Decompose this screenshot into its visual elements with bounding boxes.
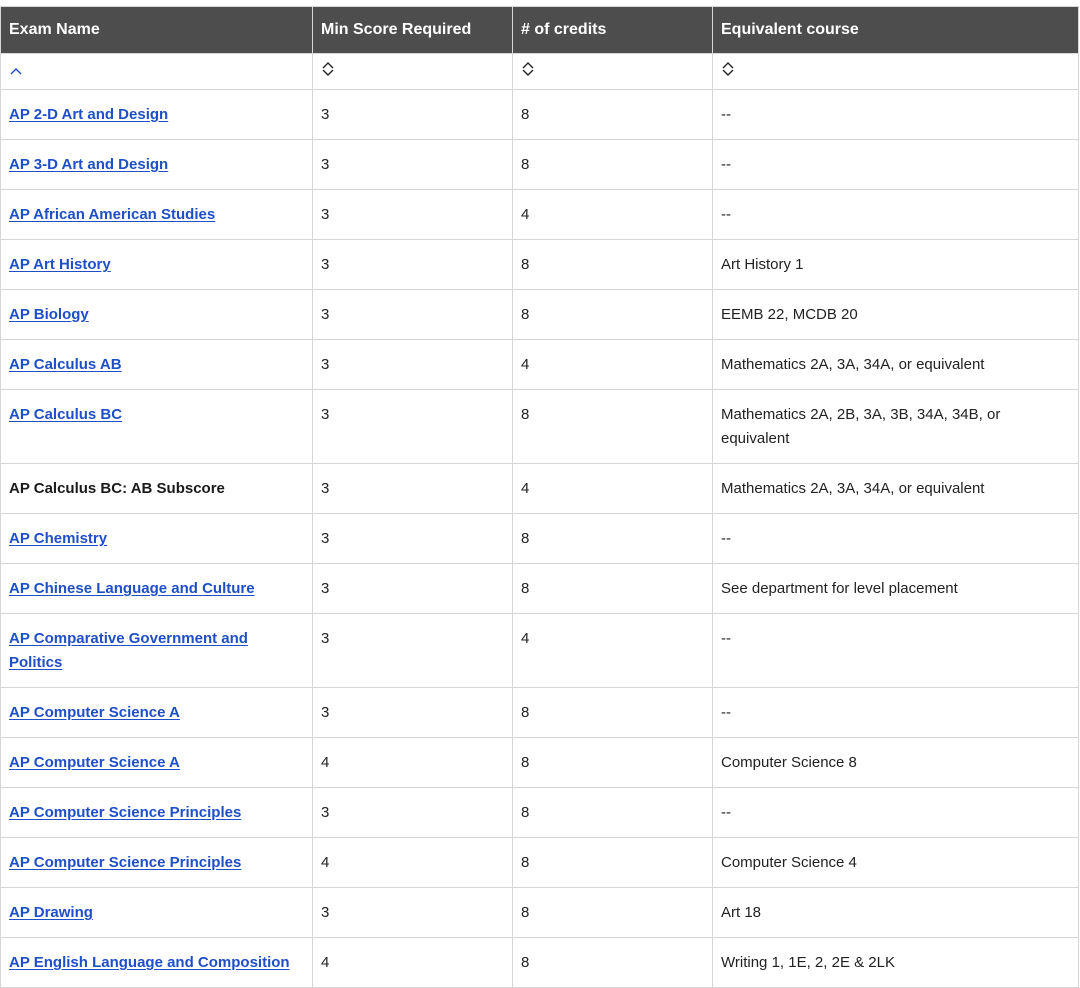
min-score-cell: 3	[313, 290, 513, 340]
credits-cell: 4	[513, 464, 713, 514]
equivalent-cell: Mathematics 2A, 3A, 34A, or equivalent	[713, 340, 1079, 390]
credits-cell: 8	[513, 514, 713, 564]
exam-cell	[1, 788, 313, 838]
exam-link[interactable]: AP Calculus BC	[9, 406, 123, 423]
exam-link[interactable]: AP 2-D Art and Design	[9, 106, 169, 123]
sort-row	[1, 54, 1079, 90]
credits-cell: 4	[513, 614, 713, 688]
table-row	[1, 938, 1079, 988]
table-row	[1, 564, 1079, 614]
min-score-cell: 3	[313, 788, 513, 838]
table-row	[1, 390, 1079, 464]
min-score-cell: 3	[313, 614, 513, 688]
exam-cell	[1, 888, 313, 938]
exam-cell	[1, 464, 313, 514]
table-row	[1, 340, 1079, 390]
credits-cell: 8	[513, 738, 713, 788]
table-row	[1, 464, 1079, 514]
equivalent-cell: Art 18	[713, 888, 1079, 938]
table-row	[1, 688, 1079, 738]
column-header-min-score[interactable]: Min Score Required	[313, 7, 513, 54]
exam-cell	[1, 738, 313, 788]
credits-cell: 4	[513, 340, 713, 390]
exam-cell	[1, 190, 313, 240]
equivalent-cell: See department for level placement	[713, 564, 1079, 614]
exam-link[interactable]: AP Calculus AB	[9, 356, 122, 373]
min-score-cell: 3	[313, 390, 513, 464]
header-row	[1, 7, 1079, 54]
table-row	[1, 514, 1079, 564]
exam-link[interactable]: AP Computer Science Principles	[9, 804, 242, 821]
credits-cell: 8	[513, 564, 713, 614]
min-score-cell: 4	[313, 938, 513, 988]
table-row	[1, 738, 1079, 788]
exam-link[interactable]: AP Computer Science A	[9, 704, 180, 721]
exam-link[interactable]: AP Chemistry	[9, 530, 108, 547]
exam-link[interactable]: AP Drawing	[9, 904, 93, 921]
min-score-cell: 3	[313, 340, 513, 390]
min-score-cell: 3	[313, 688, 513, 738]
table-row	[1, 788, 1079, 838]
equivalent-cell: Mathematics 2A, 3A, 34A, or equivalent	[713, 464, 1079, 514]
exam-cell	[1, 688, 313, 738]
table-row	[1, 614, 1079, 688]
exam-link[interactable]: AP English Language and Composition	[9, 954, 290, 971]
equivalent-cell: --	[713, 514, 1079, 564]
exam-cell	[1, 140, 313, 190]
exam-cell	[1, 390, 313, 464]
credits-cell: 8	[513, 240, 713, 290]
min-score-cell: 3	[313, 90, 513, 140]
exam-cell	[1, 938, 313, 988]
min-score-cell: 3	[313, 190, 513, 240]
min-score-cell: 3	[313, 888, 513, 938]
exam-link[interactable]: AP Computer Science A	[9, 754, 180, 771]
min-score-cell: 3	[313, 564, 513, 614]
credits-cell: 8	[513, 888, 713, 938]
credits-cell: 8	[513, 938, 713, 988]
column-header-credits[interactable]: # of credits	[513, 7, 713, 54]
table-row	[1, 140, 1079, 190]
sort-cell-equivalent-course	[713, 54, 1079, 90]
sort-updown-icon[interactable]	[521, 61, 535, 77]
exam-link[interactable]: AP Computer Science Principles	[9, 854, 242, 871]
credits-cell: 8	[513, 688, 713, 738]
exam-cell	[1, 514, 313, 564]
credits-cell: 8	[513, 788, 713, 838]
exam-cell	[1, 90, 313, 140]
table-body	[1, 90, 1079, 988]
min-score-cell: 4	[313, 838, 513, 888]
exam-cell	[1, 240, 313, 290]
exam-link[interactable]: AP Biology	[9, 306, 89, 323]
table-row	[1, 190, 1079, 240]
equivalent-cell: EEMB 22, MCDB 20	[713, 290, 1079, 340]
equivalent-cell: Computer Science 4	[713, 838, 1079, 888]
credits-cell: 8	[513, 290, 713, 340]
exam-link[interactable]: AP 3-D Art and Design	[9, 156, 169, 173]
table-row	[1, 888, 1079, 938]
table-row	[1, 240, 1079, 290]
equivalent-cell: --	[713, 688, 1079, 738]
exam-table-container	[0, 6, 1078, 988]
exam-cell	[1, 340, 313, 390]
equivalent-cell: Computer Science 8	[713, 738, 1079, 788]
sort-updown-icon[interactable]	[321, 61, 335, 77]
sort-cell-credits	[513, 54, 713, 90]
equivalent-cell: Art History 1	[713, 240, 1079, 290]
sort-cell-exam-name	[1, 54, 313, 90]
credits-cell: 8	[513, 390, 713, 464]
credits-cell: 8	[513, 140, 713, 190]
exam-cell	[1, 564, 313, 614]
exam-link[interactable]: AP African American Studies	[9, 206, 216, 223]
chevron-up-icon[interactable]	[9, 66, 23, 76]
equivalent-cell: --	[713, 90, 1079, 140]
sort-cell-min-score	[313, 54, 513, 90]
exam-name-text: AP Calculus BC: AB Subscore	[9, 480, 225, 497]
exam-cell	[1, 838, 313, 888]
exam-cell	[1, 290, 313, 340]
table-row	[1, 838, 1079, 888]
credits-cell: 8	[513, 838, 713, 888]
equivalent-cell: --	[713, 190, 1079, 240]
min-score-cell: 3	[313, 240, 513, 290]
exam-link[interactable]: AP Chinese Language and Culture	[9, 580, 255, 597]
min-score-cell: 3	[313, 464, 513, 514]
exam-table	[0, 6, 1079, 988]
sort-updown-icon[interactable]	[721, 61, 735, 77]
table-row	[1, 90, 1079, 140]
equivalent-cell: Mathematics 2A, 2B, 3A, 3B, 34A, 34B, or equivalent	[713, 390, 1079, 464]
min-score-cell: 4	[313, 738, 513, 788]
min-score-cell: 3	[313, 514, 513, 564]
equivalent-cell: --	[713, 788, 1079, 838]
exam-link[interactable]: AP Comparative Government and Politics	[9, 630, 248, 671]
exam-cell	[1, 614, 313, 688]
column-header-equivalent-course[interactable]: Equivalent course	[713, 7, 1079, 54]
column-header-exam-name[interactable]: Exam Name	[1, 7, 313, 54]
min-score-cell: 3	[313, 140, 513, 190]
exam-link[interactable]: AP Art History	[9, 256, 111, 273]
credits-cell: 8	[513, 90, 713, 140]
equivalent-cell: Writing 1, 1E, 2, 2E & 2LK	[713, 938, 1079, 988]
equivalent-cell: --	[713, 614, 1079, 688]
table-row	[1, 290, 1079, 340]
equivalent-cell: --	[713, 140, 1079, 190]
credits-cell: 4	[513, 190, 713, 240]
